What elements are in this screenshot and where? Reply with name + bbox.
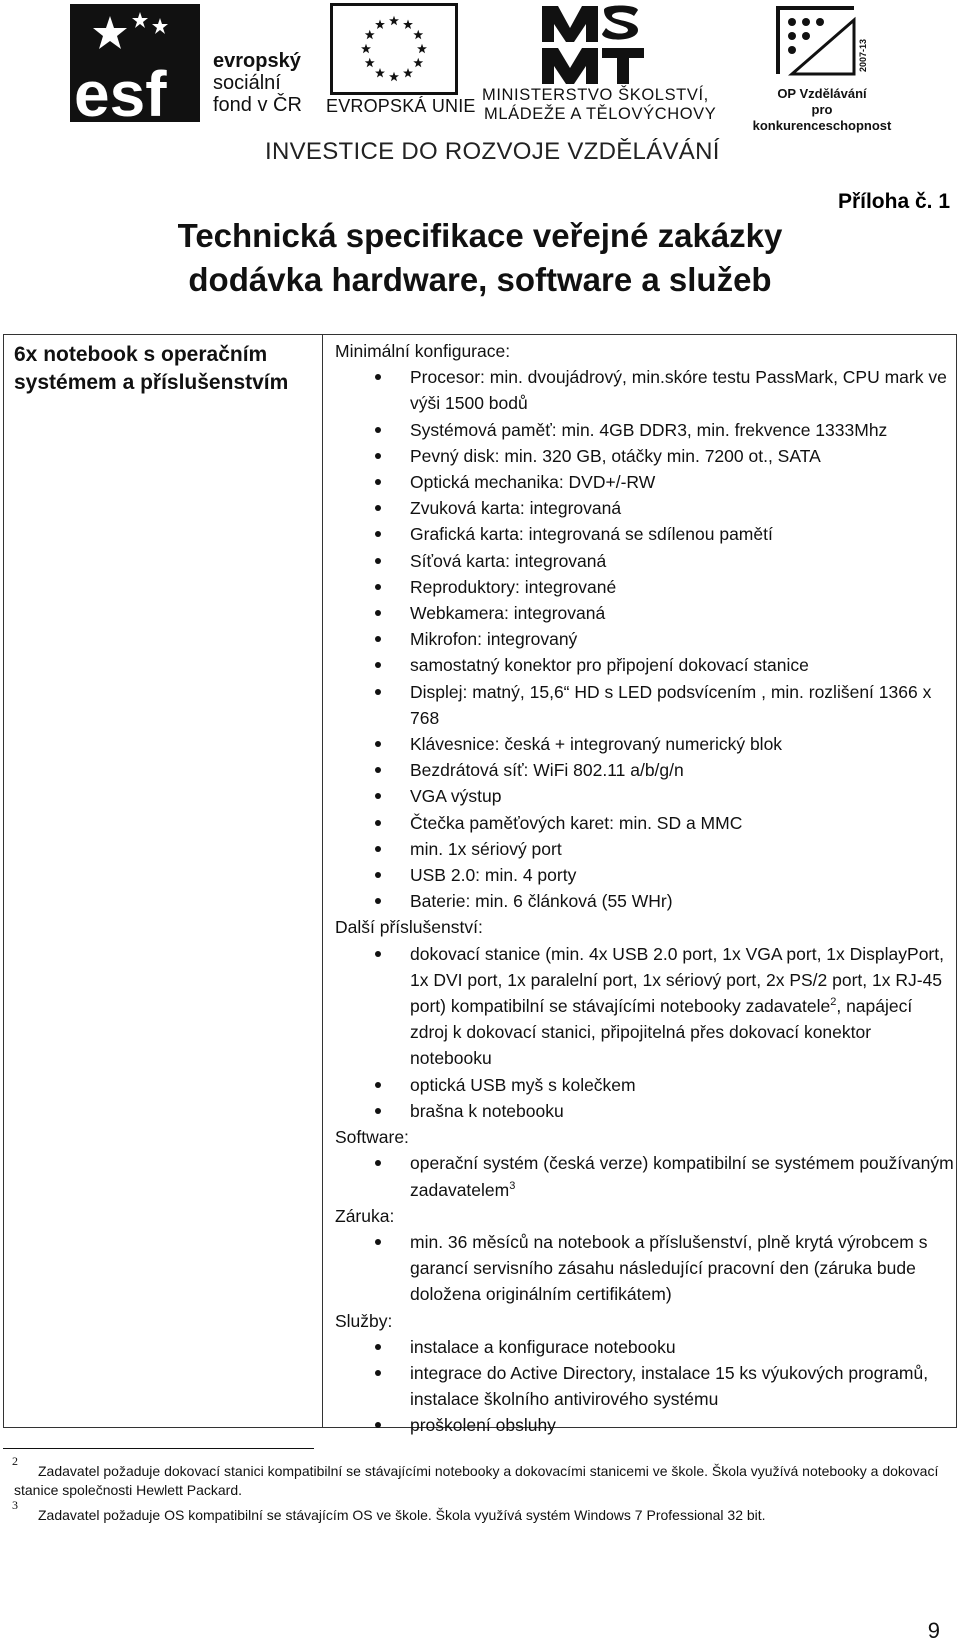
list-item: Bezdrátová síť: WiFi 802.11 a/b/g/n [335, 757, 955, 783]
list-item: Reproduktory: integrované [335, 574, 955, 600]
footnote-separator [3, 1448, 314, 1449]
accessories-label: Další příslušenství: [335, 917, 483, 938]
list-item: proškolení obsluhy [335, 1412, 955, 1438]
software-text: operační systém (česká verze) kompatibilní se systémem používaným zadavatelem [410, 1153, 954, 1200]
list-item: Zvuková karta: integrovaná [335, 495, 955, 521]
list-item-docking-station [335, 941, 955, 1072]
op-caption-line-1: OP Vzdělávání [777, 86, 867, 101]
list-item: min. 36 měsíců na notebook a příslušenství, plně krytá výrobcem s garancí servisního zásahu následující pracovní den (záruka bude doložena originálním certifikátem) [335, 1229, 955, 1308]
list-item: Pevný disk: min. 320 GB, otáčky min. 7200 ot., SATA [335, 443, 955, 469]
list-item: Displej: matný, 15,6“ HD s LED podsvícením , min. rozlišení 1366 x 768 [335, 679, 955, 731]
slogan: INVESTICE DO ROZVOJE VZDĚLÁVÁNÍ [265, 138, 720, 165]
esf-logo [70, 4, 200, 122]
warranty-label: Záruka: [335, 1205, 395, 1226]
list-item: Klávesnice: česká + integrovaný numerický blok [335, 731, 955, 757]
msmt-caption-line-1: MINISTERSTVO ŠKOLSTVÍ, [482, 86, 709, 104]
eu-flag-logo [330, 3, 458, 95]
op-caption-line-2: pro konkurenceschopnost [752, 102, 892, 133]
list-item: Webkamera: integrovaná [335, 600, 955, 626]
min-config-label: Minimální konfigurace: [335, 341, 511, 361]
esf-line-2: sociální [213, 72, 281, 94]
dock-text-a: dokovací stanice (min. 4x USB 2.0 port, 1x VGA port, 1x DisplayPort, 1x DVI port, 1x paralelní port, 1x sériový port, 2x PS/2 port, 1x RJ-45 port) kompatibilní se stávajícími notebooky zadavatele [410, 943, 944, 1017]
footnote-3-mark: 3 [12, 1498, 18, 1512]
item-name-line-1: 6x notebook s operačním [14, 343, 268, 366]
msmt-caption-line-2: MLÁDEŽE A TĚLOVÝCHOVY [484, 105, 717, 123]
footnote-3 [12, 1498, 944, 1525]
footnote-ref-2[interactable]: 2 [830, 996, 837, 1009]
title-line-1: Technická specifikace veřejné zakázky [177, 217, 783, 254]
list-item: Procesor: min. dvoujádrový, min.skóre testu PassMark, CPU mark ve výši 1500 bodů [335, 364, 955, 416]
software-list [335, 1150, 955, 1202]
annex-label: Příloha č. 1 [837, 190, 950, 213]
warranty-list [335, 1229, 955, 1308]
list-item: min. 1x sériový port [335, 836, 955, 862]
title-line-2: dodávka hardware, software a služeb [188, 261, 772, 298]
services-label: Služby: [335, 1310, 393, 1331]
accessories-list [335, 941, 955, 1124]
esf-letters: esf [74, 58, 167, 122]
list-item: Čtečka paměťových karet: min. SD a MMC [335, 810, 955, 836]
list-item: optická USB myš s kolečkem [335, 1072, 955, 1098]
list-item: USB 2.0: min. 4 porty [335, 862, 955, 888]
services-list [335, 1334, 955, 1439]
list-item: samostatný konektor pro připojení dokovací stanice [335, 652, 955, 678]
software-label: Software: [335, 1127, 409, 1148]
list-item: integrace do Active Directory, instalace 15 ks výukových programů, instalace školního antivirového systému [335, 1360, 955, 1412]
list-item: Optická mechanika: DVD+/-RW [335, 469, 955, 495]
page-number: 9 [927, 1618, 940, 1643]
min-config-list [335, 364, 955, 914]
eu-caption: EVROPSKÁ UNIE [326, 96, 476, 116]
item-name-cell [14, 341, 314, 397]
list-item-os [335, 1150, 955, 1202]
esf-line-1: evropský [213, 50, 301, 72]
footnote-2-text: Zadavatel požaduje dokovací stanici kompatibilní se stávajícími notebooky a dokovacími stanicemi ve škole. Škola využívá notebooky a dokovací stanice společnosti Hewlett Packard. [14, 1463, 939, 1498]
specification-table [3, 334, 957, 1436]
footnote-3-text: Zadavatel požaduje OS kompatibilní se stávajícím OS ve škole. Škola využívá systém Windows 7 Professional 32 bit. [38, 1507, 766, 1523]
logo-strip [0, 0, 960, 165]
op-vk-logo [770, 2, 870, 86]
list-item: Grafická karta: integrovaná se sdílenou pamětí [335, 521, 955, 547]
specification-cell [335, 338, 955, 1439]
msmt-logo [540, 2, 660, 86]
msmt-caption [482, 86, 716, 124]
esf-line-3: fond v ČR [213, 94, 302, 116]
footnote-2-mark: 2 [12, 1454, 18, 1468]
footnote-ref-3[interactable]: 3 [509, 1179, 516, 1192]
list-item: Systémová paměť: min. 4GB DDR3, min. frekvence 1333Mhz [335, 417, 955, 443]
column-divider [322, 335, 323, 1427]
op-caption [742, 86, 902, 134]
list-item: Baterie: min. 6 článková (55 WHr) [335, 888, 955, 914]
list-item: VGA výstup [335, 783, 955, 809]
document-title [0, 214, 960, 302]
esf-logo-text [213, 50, 302, 116]
op-years: 2007-13 [858, 38, 868, 72]
list-item: instalace a konfigurace notebooku [335, 1334, 955, 1360]
dock-text-b: , napájecí zdroj k dokovací stanici, připojitelná přes dokovací konektor notebooku [410, 996, 913, 1069]
footnote-2 [12, 1454, 944, 1500]
item-name-line-2: systémem a příslušenstvím [14, 371, 289, 394]
list-item: brašna k notebooku [335, 1098, 955, 1124]
list-item: Mikrofon: integrovaný [335, 626, 955, 652]
list-item: Síťová karta: integrovaná [335, 548, 955, 574]
